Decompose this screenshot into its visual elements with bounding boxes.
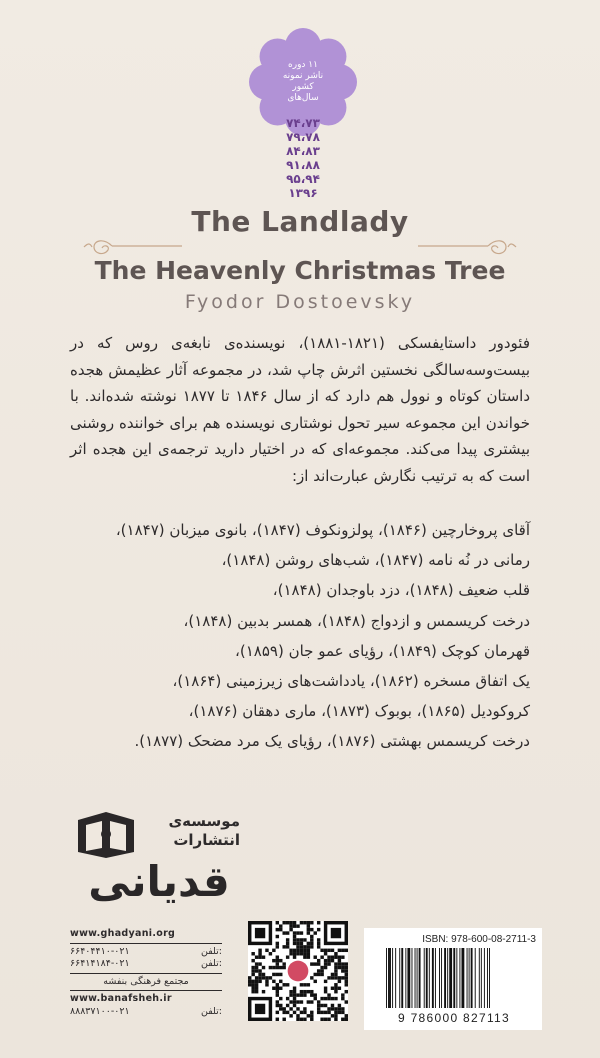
award-year: ۱۳۹۶ (288, 186, 318, 200)
phone-row (70, 946, 222, 959)
badge-line: کشور (292, 82, 314, 92)
phone-row (70, 1006, 222, 1019)
award-year: ۹۵،۹۴ (286, 172, 320, 186)
works-line: یک اتفاق مسخره (۱۸۶۲)، یادداشت‌های زیرزمینی (۱۸۶۴)، (172, 672, 530, 691)
phone-row (70, 958, 222, 971)
qr-code-icon (248, 921, 348, 1021)
phone-label: تلفن: (200, 958, 222, 969)
badge-line: ناشر نمونه (282, 71, 324, 81)
cultural-complex-name: مجتمع فرهنگی بنفشه (103, 975, 189, 987)
book-description (70, 330, 530, 489)
publisher-name: قدیانی (88, 857, 230, 906)
description-paragraph: فئودور داستایفسکی (۱۸۲۱-۱۸۸۱)، نویسنده‌ی نابغه‌ی روس که در بیست‌وسه‌سالگی نخستین اثرش چاپ شد، در مجموعه آثار عظیمش هجده داستان کوتاه و نوول هم دارد که از سال ۱۸۴۶ تا ۱۸۷۷ نوشته شده‌اند. با خواندن این مجموعه سیر تحول نوشتاری نویسنده هم برای خواننده روشنی بیشتری پیدا می‌کند. مجموعه‌ای که در اختیار دارید ترجمه‌ی این هجده اثر است که به ترتیب نگارش عبارت‌اند از: (70, 334, 530, 485)
award-years (268, 116, 338, 200)
publisher-label: موسسه‌ی انتشارات (168, 812, 240, 849)
works-line: درخت کریسمس و ازدواج (۱۸۴۸)، همسر بدبین (۱۸۴۸)، (183, 611, 530, 630)
phone-number: ۸۸۸۳۷۱۰۰-۰۲۱ (70, 1005, 130, 1017)
works-line: کروکودیل (۱۸۶۵)، بوبوک (۱۸۷۳)، ماری دهقان (۱۸۷۶)، (188, 702, 530, 721)
barcode-icon (386, 948, 536, 1008)
badge-line: سال‌های (287, 93, 319, 103)
book-title-2: The Heavenly Christmas Tree (94, 256, 506, 285)
website-banafsheh[interactable]: www.banafsheh.ir (70, 993, 172, 1004)
works-line: قهرمان کوچک (۱۸۴۹)، رؤیای عمو جان (۱۸۵۹)، (235, 641, 530, 660)
publisher-contact (70, 928, 222, 1018)
award-year: ۸۴،۸۳ (286, 144, 320, 158)
phone-number: ۶۶۴۰۴۴۱۰-۰۲۱ (70, 945, 130, 957)
award-year: ۷۹،۷۸ (286, 130, 320, 144)
website-ghadyani[interactable]: www.ghadyani.org (70, 928, 176, 939)
award-year: ۹۱،۸۸ (286, 158, 320, 172)
works-line: قلب ضعیف (۱۸۴۸)، دزد باوجدان (۱۸۴۸)، (272, 581, 530, 600)
works-line: درخت کریسمس بهشتی (۱۸۷۶)، رؤیای یک مرد مضحک (۱۸۷۷). (134, 732, 530, 751)
barcode-number: 9 786000 827113 (397, 1011, 511, 1025)
works-line: آقای پروخارچین (۱۸۴۶)، پولزونکوف (۱۸۴۷)، بانوی میزبان (۱۸۴۷)، (115, 521, 530, 539)
award-badge-text (270, 60, 336, 104)
badge-line: ۱۱ دوره (288, 60, 318, 70)
book-title-1: The Landlady (191, 205, 409, 238)
works-line: رمانی در نُه نامه (۱۸۴۷)، شب‌های روشن (۱۸۴۸)، (221, 551, 530, 570)
phone-label: تلفن: (200, 1005, 222, 1017)
author-name: Fyodor Dostoevsky (184, 291, 416, 313)
award-year: ۷۴،۷۳ (286, 116, 320, 130)
phone-number: ۶۶۴۱۴۱۸۴-۰۲۱ (70, 958, 130, 969)
phone-label: تلفن: (200, 945, 222, 957)
works-list (60, 515, 530, 757)
isbn-label: ISBN: 978-600-08-2711-3 (422, 934, 536, 945)
